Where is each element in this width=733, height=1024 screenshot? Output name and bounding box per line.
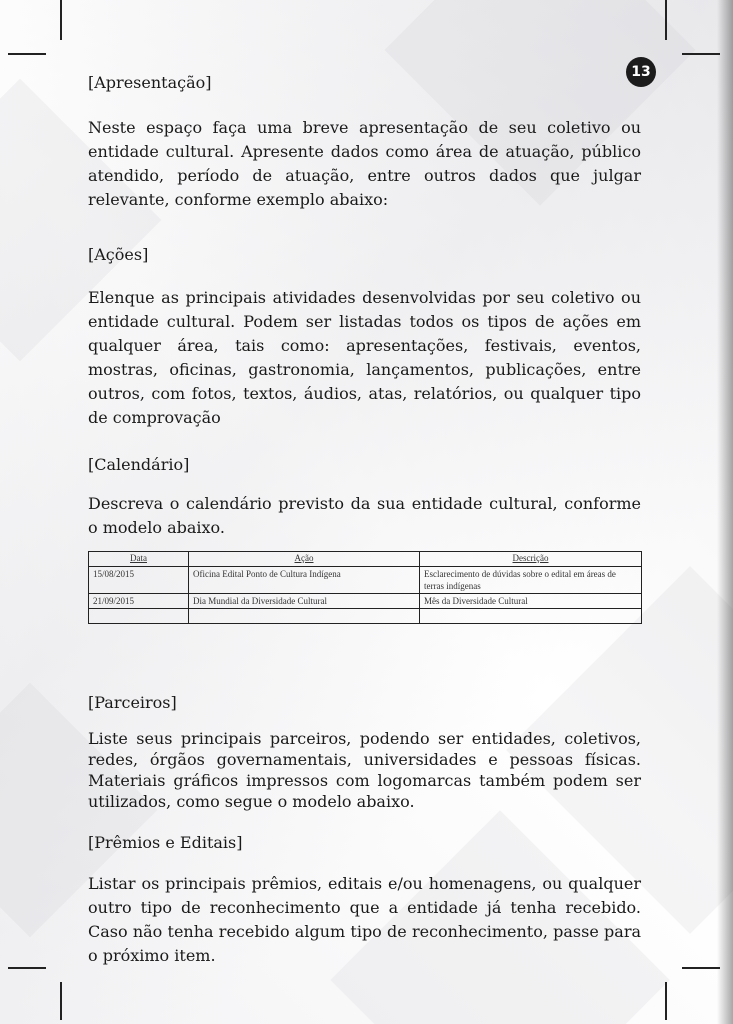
table-cell: 21/09/2015	[89, 594, 189, 609]
calendario-text: Descreva o calendário previsto da sua entidade cultural, conforme o modelo abaixo.	[88, 494, 641, 537]
page-number-badge: 13	[626, 57, 656, 87]
crop-mark	[682, 53, 720, 55]
premios-text: Listar os principais prêmios, editais e/ou homenagens, ou qualquer outro tipo de reconhecimento que a entidade já tenha recebido. Caso não tenha recebido algum tipo de reconhecimento, passe para o próximo item.	[88, 874, 641, 965]
calendario-heading: [Calendário]	[88, 455, 190, 474]
crop-mark	[60, 982, 62, 1020]
table-row	[89, 567, 642, 594]
table-row	[89, 594, 642, 609]
apresentacao-text: Neste espaço faça uma breve apresentação de seu coletivo ou entidade cultural. Apresente dados como área de atuação, público atendido, período de atuação, entre outros dados que julgar relevante, conforme exemplo abaixo:	[88, 118, 641, 209]
table-cell	[89, 609, 189, 624]
table-cell	[420, 609, 642, 624]
page-content	[88, 72, 641, 968]
calendar-table	[88, 551, 642, 624]
page-edge-shadow	[717, 0, 733, 1024]
crop-mark	[665, 0, 667, 40]
apresentacao-heading: [Apresentação]	[88, 73, 212, 92]
acoes-text: Elenque as principais atividades desenvolvidas por seu coletivo ou entidade cultural. Podem ser listadas todos os tipos de ações em qualquer área, tais como: apresentações, festivais, eventos, mostras, oficinas, gastronomia, lançamentos, publicações, entre outros, com fotos, textos, áudios, atas, relatórios, ou qualquer tipo de comprovação	[88, 288, 641, 427]
crop-mark	[60, 0, 62, 40]
table-cell: Dia Mundial da Diversidade Cultural	[189, 594, 420, 609]
table-header-cell: Ação	[189, 552, 420, 567]
table-header-cell: Data	[89, 552, 189, 567]
acoes-heading: [Ações]	[88, 245, 149, 264]
table-cell: Oficina Edital Ponto de Cultura Indígena	[189, 567, 420, 594]
table-cell	[189, 609, 420, 624]
crop-mark	[682, 967, 720, 969]
table-cell: Mês da Diversidade Cultural	[420, 594, 642, 609]
crop-mark	[665, 982, 667, 1020]
parceiros-text: Liste seus principais parceiros, podendo ser entidades, coletivos, redes, órgãos governamentais, universidades e pessoas físicas. Materiais gráficos impressos com logomarcas também podem ser utilizados, como segue o modelo abaixo.	[88, 729, 641, 811]
parceiros-heading: [Parceiros]	[88, 693, 177, 712]
table-cell: 15/08/2015	[89, 567, 189, 594]
crop-mark	[8, 967, 46, 969]
table-header-cell: Descrição	[420, 552, 642, 567]
table-header-row	[89, 552, 642, 567]
premios-heading: [Prêmios e Editais]	[88, 833, 243, 852]
table-cell: Esclarecimento de dúvidas sobre o edital em áreas de terras indígenas	[420, 567, 642, 594]
crop-mark	[8, 53, 46, 55]
table-row	[89, 609, 642, 624]
